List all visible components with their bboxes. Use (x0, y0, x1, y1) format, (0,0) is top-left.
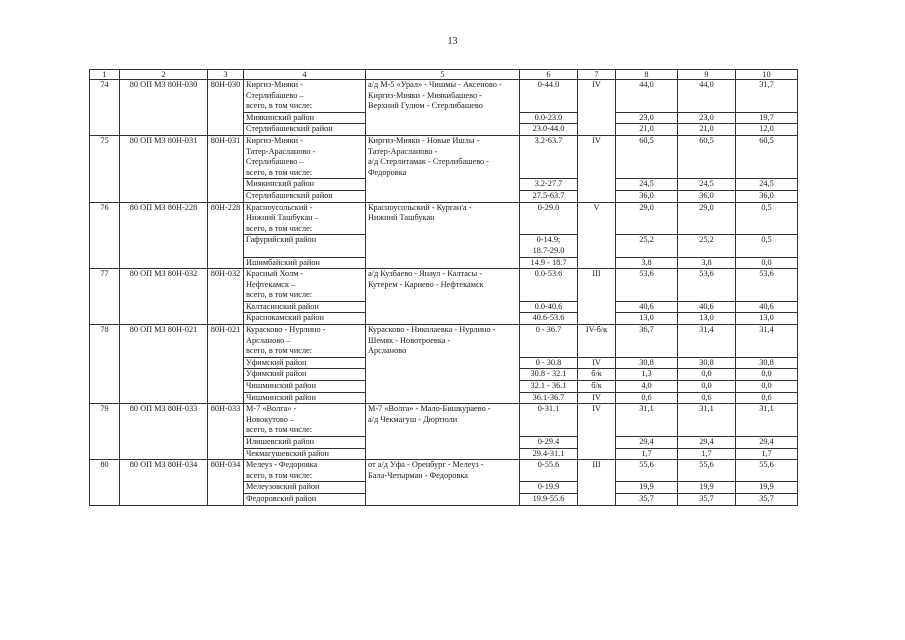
district-value-col9: 13,0 (678, 313, 736, 325)
header-cell: 3 (208, 70, 244, 80)
header-cell: 4 (244, 70, 366, 80)
district-value-col9: 35,7 (678, 493, 736, 505)
district-km: 36.1-36.7 (520, 392, 578, 404)
road-name: Киргиз-Мияки - Татер-Арасланово - Стерлибашево – всего, в том числе: (244, 135, 366, 178)
road-short-code: 80Н-228 (208, 202, 244, 269)
district-name: Чишминский район (244, 381, 366, 393)
road-category: V (578, 202, 616, 269)
road-name: М-7 «Волга» - Новокутово – всего, в том числе: (244, 404, 366, 437)
district-name: Чишминский район (244, 392, 366, 404)
row-number: 74 (90, 80, 120, 136)
district-value-col8: 1,7 (616, 448, 678, 460)
value-col10: 31,1 (736, 404, 798, 437)
district-name: Стерлибашевский район (244, 124, 366, 136)
value-col10: 31,7 (736, 80, 798, 113)
district-name: Федоровский район (244, 493, 366, 505)
district-name: Уфимский район (244, 369, 366, 381)
road-name: Красный Холм - Нефтекамск – всего, в том числе: (244, 269, 366, 302)
district-value-col9: 30,8 (678, 357, 736, 369)
table-row (90, 325, 798, 358)
table-row (90, 404, 798, 437)
road-route: а/д М-5 «Урал» - Чишмы - Аксеново - Киргиз-Мияки - Миякибашево - Верхний Гулюм - Стерлибашево (366, 80, 520, 136)
header-cell: 6 (520, 70, 578, 80)
value-col10: 53,6 (736, 269, 798, 302)
district-value-col9: 0,6 (678, 392, 736, 404)
district-value-col10: 36,0 (736, 190, 798, 202)
district-value-col8: 19,9 (616, 482, 678, 494)
district-name: Миякинский район (244, 179, 366, 191)
row-number: 80 (90, 460, 120, 505)
district-value-col9: 36,0 (678, 190, 736, 202)
district-value-col10: 24,5 (736, 179, 798, 191)
district-value-col8: 24,5 (616, 179, 678, 191)
district-value-col10: 30,8 (736, 357, 798, 369)
district-name: Стерлибашевский район (244, 190, 366, 202)
district-category: IV (578, 357, 616, 369)
district-value-col8: 30,8 (616, 357, 678, 369)
road-km: 0.0-53.6 (520, 269, 578, 302)
district-value-col10: 0,0 (736, 257, 798, 269)
district-value-col9: 23,0 (678, 112, 736, 124)
road-route: Киргиз-Мияки - Новые Ишлы - Татер-Арасланово - а/д Стерлитамак - Стерлибашево - Федоровка (366, 135, 520, 202)
road-category: IV (578, 404, 616, 460)
header-cell: 7 (578, 70, 616, 80)
value-col10: 55,6 (736, 460, 798, 482)
district-value-col10: 29,4 (736, 437, 798, 449)
value-col9: 55,6 (678, 460, 736, 482)
district-km: 0-29.4 (520, 437, 578, 449)
district-value-col10: 35,7 (736, 493, 798, 505)
road-km: 3.2-63.7 (520, 135, 578, 178)
district-value-col10: 1,7 (736, 448, 798, 460)
district-category: б/к (578, 381, 616, 393)
value-col10: 60,5 (736, 135, 798, 178)
road-short-code: 80Н-033 (208, 404, 244, 460)
district-km: 3.2-27.7 (520, 179, 578, 191)
road-name: Красноусольский - Нижний Ташбукан – всего, в том числе: (244, 202, 366, 235)
district-value-col8: 25,2 (616, 235, 678, 257)
district-km: 29.4-31.1 (520, 448, 578, 460)
district-value-col10: 19,7 (736, 112, 798, 124)
value-col10: 31,4 (736, 325, 798, 358)
district-km: 0.0-40.6 (520, 301, 578, 313)
road-route: Красноусольский - Курган'а - Нижний Ташбукан (366, 202, 520, 269)
row-number: 77 (90, 269, 120, 325)
header-cell: 10 (736, 70, 798, 80)
value-col8: 53,6 (616, 269, 678, 302)
district-km: 27.5-63.7 (520, 190, 578, 202)
header-cell: 8 (616, 70, 678, 80)
road-route: Курасково - Николаевка - Нурлино - Шемяк - Новотроевка - Арсланово (366, 325, 520, 404)
road-category: III (578, 269, 616, 325)
district-km: 0.0-23.0 (520, 112, 578, 124)
road-code: 80 ОП МЗ 80Н-032 (120, 269, 208, 325)
road-category: IV-б/к (578, 325, 616, 358)
district-value-col8: 36,0 (616, 190, 678, 202)
value-col8: 29,0 (616, 202, 678, 235)
district-value-col9: 19,9 (678, 482, 736, 494)
road-short-code: 80Н-031 (208, 135, 244, 202)
district-value-col10: 13,0 (736, 313, 798, 325)
district-value-col8: 29,4 (616, 437, 678, 449)
district-km: 14.9 - 18.7 (520, 257, 578, 269)
header-row (90, 70, 798, 80)
value-col9: 29,0 (678, 202, 736, 235)
road-km: 0-55.6 (520, 460, 578, 482)
header-cell: 2 (120, 70, 208, 80)
district-value-col10: 0,0 (736, 381, 798, 393)
value-col9: 44,0 (678, 80, 736, 113)
district-value-col10: 0,0 (736, 369, 798, 381)
district-value-col8: 0,6 (616, 392, 678, 404)
road-route: от а/д Уфа - Оренбург - Мелеуз - Бала-Четырман - Федоровка (366, 460, 520, 505)
value-col9: 31,1 (678, 404, 736, 437)
road-name: Киргиз-Мияки - Стерлибашево – всего, в том числе: (244, 80, 366, 113)
road-km: 0-29.0 (520, 202, 578, 235)
district-km: 19.9-55.6 (520, 493, 578, 505)
value-col9: 53,6 (678, 269, 736, 302)
road-code: 80 ОП МЗ 80Н-021 (120, 325, 208, 404)
district-value-col10: 0,5 (736, 235, 798, 257)
district-name: Уфимский район (244, 357, 366, 369)
district-value-col9: 21,0 (678, 124, 736, 136)
district-value-col10: 0,6 (736, 392, 798, 404)
row-number: 76 (90, 202, 120, 269)
value-col8: 31,1 (616, 404, 678, 437)
row-number: 75 (90, 135, 120, 202)
row-number: 78 (90, 325, 120, 404)
road-code: 80 ОП МЗ 80Н-228 (120, 202, 208, 269)
district-name: Ишимбайский район (244, 257, 366, 269)
road-code: 80 ОП МЗ 80Н-030 (120, 80, 208, 136)
district-value-col8: 35,7 (616, 493, 678, 505)
table-row (90, 460, 798, 482)
value-col8: 36,7 (616, 325, 678, 358)
road-short-code: 80Н-030 (208, 80, 244, 136)
district-km: 0-19.9 (520, 482, 578, 494)
district-km: 0-14.9; 18.7-29.0 (520, 235, 578, 257)
value-col8: 44,0 (616, 80, 678, 113)
district-value-col9: 0,0 (678, 369, 736, 381)
district-value-col9: 24,5 (678, 179, 736, 191)
district-name: Мелеузовский район (244, 482, 366, 494)
district-value-col9: 3,8 (678, 257, 736, 269)
roads-table (89, 69, 798, 506)
road-km: 0-44.0 (520, 80, 578, 113)
value-col9: 31,4 (678, 325, 736, 358)
district-value-col10: 12,0 (736, 124, 798, 136)
road-category: IV (578, 80, 616, 136)
road-km: 0 - 36.7 (520, 325, 578, 358)
value-col8: 60,5 (616, 135, 678, 178)
district-name: Гафурийский район (244, 235, 366, 257)
district-value-col8: 3,8 (616, 257, 678, 269)
road-route: а/д Кузбаево - Янаул - Калтасы - Кутерем - Кариево - Нефтекамск (366, 269, 520, 325)
row-number: 79 (90, 404, 120, 460)
district-km: 40.6-53.6 (520, 313, 578, 325)
district-value-col9: 1,7 (678, 448, 736, 460)
road-short-code: 80Н-032 (208, 269, 244, 325)
district-km: 23.0-44.0 (520, 124, 578, 136)
header-cell: 9 (678, 70, 736, 80)
district-name: Краснокамский район (244, 313, 366, 325)
table-row (90, 202, 798, 235)
table-row (90, 269, 798, 302)
district-name: Миякинский район (244, 112, 366, 124)
value-col9: 60,5 (678, 135, 736, 178)
district-km: 32.1 - 36.1 (520, 381, 578, 393)
district-name: Илишевский район (244, 437, 366, 449)
header-cell: 5 (366, 70, 520, 80)
district-value-col8: 23,0 (616, 112, 678, 124)
header-cell: 1 (90, 70, 120, 80)
district-value-col9: 25,2 (678, 235, 736, 257)
road-code: 80 ОП МЗ 80Н-033 (120, 404, 208, 460)
district-category: IV (578, 392, 616, 404)
road-name: Курасково - Нурлино - Арсланово – всего, в том числе: (244, 325, 366, 358)
district-value-col9: 40,6 (678, 301, 736, 313)
district-value-col10: 40,6 (736, 301, 798, 313)
road-short-code: 80Н-021 (208, 325, 244, 404)
road-category: III (578, 460, 616, 505)
table-row (90, 80, 798, 113)
district-value-col9: 0,0 (678, 381, 736, 393)
page-number: 13 (447, 36, 458, 47)
road-category: IV (578, 135, 616, 202)
district-category: б/к (578, 369, 616, 381)
district-name: Калтасинский район (244, 301, 366, 313)
road-km: 0-31.1 (520, 404, 578, 437)
road-name: Мелеуз - Федоровка всего, в том числе: (244, 460, 366, 482)
district-value-col10: 19,9 (736, 482, 798, 494)
road-code: 80 ОП МЗ 80Н-034 (120, 460, 208, 505)
district-value-col8: 13,0 (616, 313, 678, 325)
district-value-col8: 40,6 (616, 301, 678, 313)
district-value-col8: 1,3 (616, 369, 678, 381)
value-col8: 55,6 (616, 460, 678, 482)
district-value-col8: 4,0 (616, 381, 678, 393)
table-row (90, 135, 798, 178)
road-code: 80 ОП МЗ 80Н-031 (120, 135, 208, 202)
road-route: М-7 «Волга» - Мало-Бишкураево - а/д Чекмагуш - Дюртюли (366, 404, 520, 460)
road-short-code: 80Н-034 (208, 460, 244, 505)
district-value-col9: 29,4 (678, 437, 736, 449)
district-name: Чекмагушевский район (244, 448, 366, 460)
value-col10: 0,5 (736, 202, 798, 235)
district-km: 0 - 30.8 (520, 357, 578, 369)
district-km: 30.8 - 32.1 (520, 369, 578, 381)
district-value-col8: 21,0 (616, 124, 678, 136)
